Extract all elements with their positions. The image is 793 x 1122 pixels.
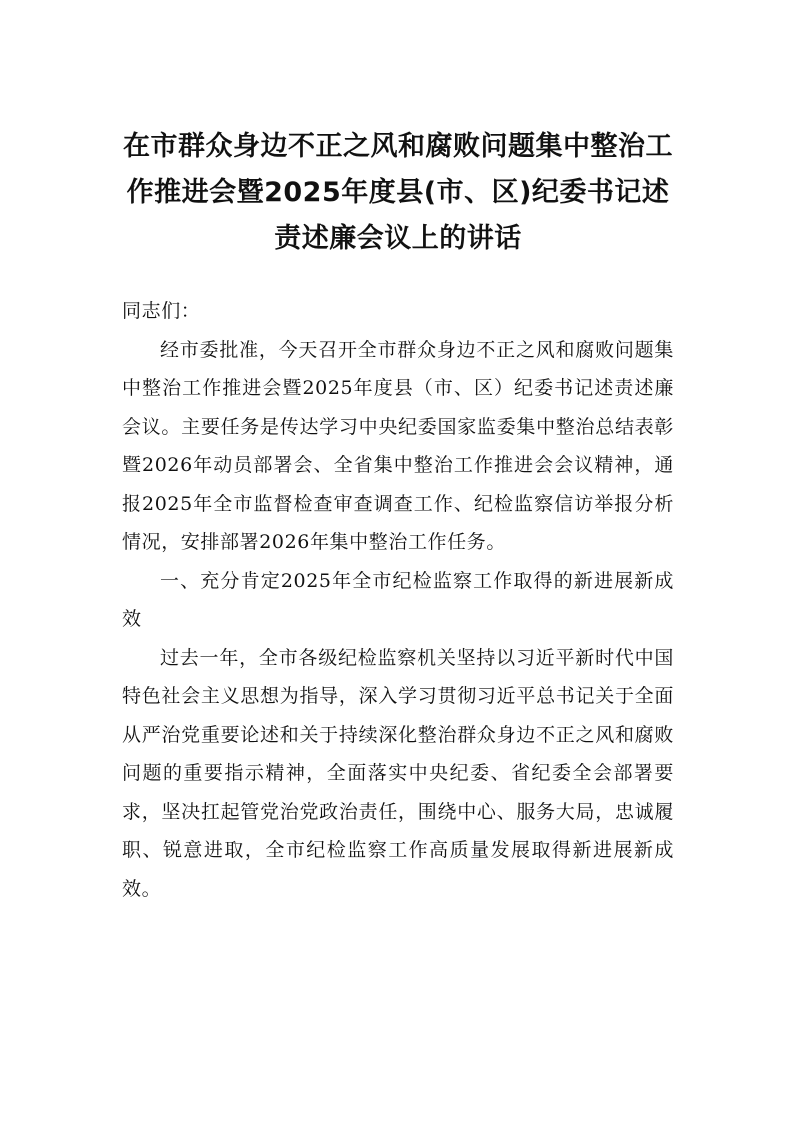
paragraph-intro: 经市委批准，今天召开全市群众身边不正之风和腐败问题集中整治工作推进会暨2025年度县（市、区）纪委书记述责述廉会议。主要任务是传达学习中央纪委国家监委集中整治总结表彰暨2026年动员部署会、全省集中整治工作推进会会议精神，通报2025年全市监督检查审查调查工作、纪检监察信访举报分析情况，安排部署2026年集中整治工作任务。 — [122, 338, 674, 553]
document-body — [122, 292, 674, 908]
section-heading-one: 一、充分肯定2025年全市纪检监察工作取得的新进展新成效 — [122, 569, 674, 630]
document-title: 在市群众身边不正之风和腐败问题集中整治工作推进会暨2025年度县(市、区)纪委书记述责述廉会议上的讲话 — [123, 131, 673, 254]
salutation: 同志们： — [122, 300, 201, 322]
paragraph-review: 过去一年，全市各级纪检监察机关坚持以习近平新时代中国特色社会主义思想为指导，深入学习贯彻习近平总书记关于全面从严治党重要论述和关于持续深化整治群众身边不正之风和腐败问题的重要指示精神，全面落实中央纪委、省纪委全会部署要求，坚决扛起管党治党政治责任，围绕中心、服务大局，忠诚履职、锐意进取，全市纪检监察工作高质量发展取得新进展新成效。 — [122, 646, 674, 900]
